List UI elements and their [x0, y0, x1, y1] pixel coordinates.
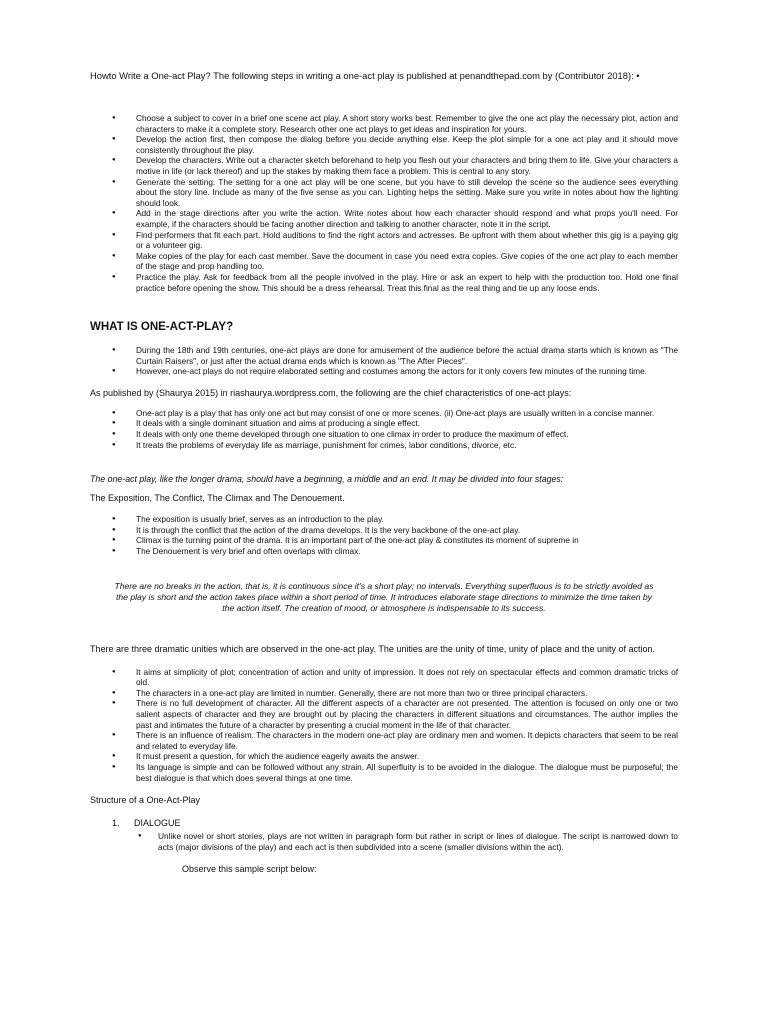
history-list — [90, 345, 678, 377]
structure-sublist — [134, 831, 678, 852]
list-item: ● Unlike novel or short stories, plays are not written in paragraph form but rather in script or lines of dialogue. The script is narrowed down to acts (major divisions of the play) and each act is then subdivided into a scene (smaller divisions within the act). — [134, 831, 678, 852]
observe-line: Observe this sample script below: — [182, 864, 317, 875]
characteristics-list — [90, 408, 678, 450]
list-item: ● Practice the play. Ask for feedback from all the people involved in the play. Hire or ask an expert to help with the production too. Hold one final practice before opening the show. This should be a dress rehearsal. Treat this final as the real thing and tie up any loose ends. — [90, 272, 678, 293]
list-item: ● One-act play is a play that has only one act but may consist of one or more scenes. (ii) One-act plays are usually written in a concise manner. — [90, 408, 678, 419]
stages-list — [90, 514, 678, 556]
list-item: ● There is an influence of realism. The characters in the modern one-act play are ordinary men and women. It depicts characters that seem to be real and related to everyday life. — [90, 730, 678, 751]
list-item: ● It deals with only one theme developed through one situation to one climax in order to produce the maximum of effect. — [90, 429, 678, 440]
list-item: ● Develop the characters. Write out a character sketch beforehand to help you flesh out your characters and bring them to life. Give your characters a motive in life (or lack thereof) and up the stakes by making them face a problem. This is central to any story. — [90, 155, 678, 176]
list-item: ● Find performers that fit each part. Hold auditions to find the right actors and actresses. Be upfront with them about whether this gig is a paying gig or a volunteer gig. — [90, 230, 678, 251]
list-item: ● The characters in a one-act play are limited in number. Generally, there are not more than two or three principal characters. — [90, 688, 678, 699]
list-item: ● However, one-act plays do not require elaborated setting and costumes among the actors for it only covers few minutes of the running time. — [90, 366, 678, 377]
structure-list — [90, 818, 678, 852]
list-number: 1. — [112, 818, 120, 829]
list-item: ● Choose a subject to cover in a brief one scene act play. A short story works best. Remember to give the one act play the necessary plot, action and characters to make it a complete story. Research other one act plays to get ideas and inspiration for yours. — [90, 113, 678, 134]
list-item: ● It must present a question, for which the audience eagerly awaits the answer. — [90, 751, 678, 762]
list-item: ● Climax is the turning point of the drama. It is an important part of the one-act play & constitutes its moment of supreme in — [90, 535, 678, 546]
list-item: ● Make copies of the play for each cast member. Save the document in case you need extra copies. Give copies of the one act play to each member of the stage and prop handling too. — [90, 251, 678, 272]
section-heading: WHAT IS ONE-ACT-PLAY? — [90, 321, 234, 334]
list-item: ● Generate the setting. The setting for a one act play will be one scene, but you have to still develop the scene so the audience sees everything about the story line. Include as many of the five sense as you can. Lighting helps the setting. Make sure you write in notes about how the lighting should look. — [90, 177, 678, 209]
list-item: ● The exposition is usually brief, serves as an introduction to the play. — [90, 514, 678, 525]
list-item: ● There is no full development of character. All the different aspects of a character are not presented. The attention is focused on only one or two salient aspects of character and they are brought out by placing the characters in different situations and circumstances. The author implies the past and intimates the future of a character by presenting a crucial moment in the life of that character. — [90, 698, 678, 730]
unities-intro: There are three dramatic unities which are observed in the one-act play. The unities are the unity of time, unity of place and the unity of action. — [90, 643, 655, 654]
list-item: ● The Denouement is very brief and often overlaps with climax. — [90, 546, 678, 557]
list-item: ● It is through the conflict that the action of the drama develops. It is the very backbone of the one-act play. — [90, 525, 678, 536]
stages-names: The Exposition, The Conflict, The Climax and The Denouement. — [90, 493, 345, 504]
structure-label: DIALOGUE — [134, 818, 181, 829]
list-item: ● Add in the stage directions after you write the action. Write notes about how each character should respond and what props you'll need. For example, if the characters should be facing another direction and talking to another character, note it in the script. — [90, 208, 678, 229]
no-breaks-paragraph: There are no breaks in the action, that is, it is continuous since it's a short play; no intervals. Everything superfluous is to be strictly avoided as the play is short and the action takes place within a short period of time. It introduces elaborate stage directions to minimize the time taken by the action itself. The creation of mood, or atmosphere is indispensable to its success. — [114, 580, 654, 613]
structure-title: Structure of a One-Act-Play — [90, 795, 201, 806]
list-item: ● It treats the problems of everyday life as marriage, punishment for crimes, labor conditions, divorce, etc. — [90, 440, 678, 451]
stages-intro: The one-act play, like the longer drama, should have a beginning, a middle and an end. It may be divided into four stages: — [90, 474, 564, 485]
list-item: ● Its language is simple and can be followed without any strain. All superfluity is to be avoided in the dialogue. The dialogue must be purposeful; the best dialogue is that which does several things at one time. — [90, 762, 678, 783]
list-item: ● It aims at simplicity of plot; concentration of action and unity of impression. It does not rely on spectacular effects and common dramatic tricks of old. — [90, 667, 678, 688]
list-item — [90, 818, 678, 852]
steps-list — [90, 113, 678, 293]
unities-list — [90, 667, 678, 784]
characteristics-intro: As published by (Shaurya 2015) in riashaurya.wordpress.com, the following are the chief characteristics of one-act plays: — [90, 387, 572, 398]
list-item: ● During the 18th and 19th centuries, one-act plays are done for amusement of the audience before the actual drama starts which is known as "The Curtain Raisers", or just after the actual drama ends which is known as "The After Pieces". — [90, 345, 678, 366]
list-item: ● It deals with a single dominant situation and aims at producing a single effect. — [90, 418, 678, 429]
document-page — [90, 70, 678, 875]
intro-paragraph: Howto Write a One-act Play? The following steps in writing a one-act play is published at penandthepad.com by (Contributor 2018): • — [90, 70, 640, 81]
list-item: ● Develop the action first, then compose the dialog before you decide anything else. Keep the plot simple for a one act play and it should move consistently throughout the play. — [90, 134, 678, 155]
